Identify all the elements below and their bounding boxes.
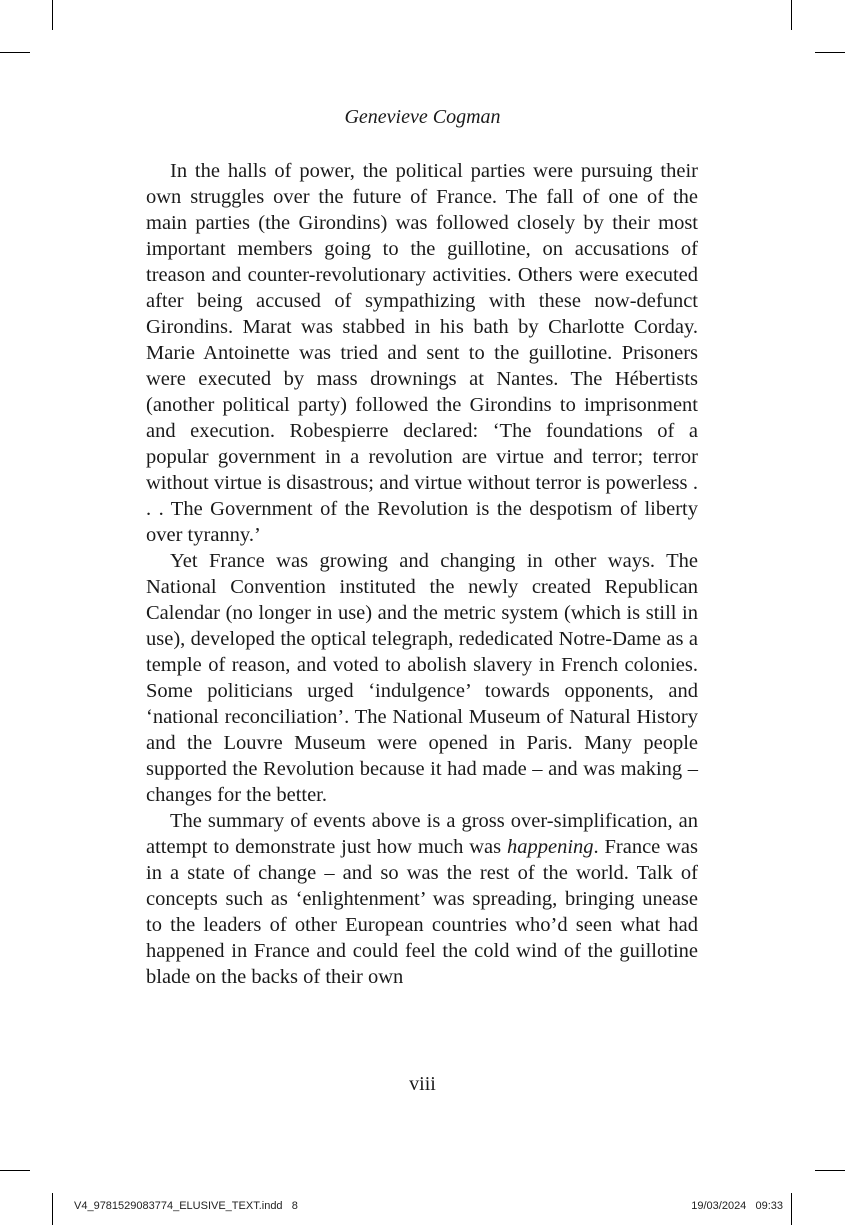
paragraph-2-text: Yet France was growing and changing in other ways. The National Convention instituted the newly created Republican Calendar (no longer in use) and the metric system (which is still in use), developed the optical telegraph, rededicated Notre-Dame as a temple of reason, and voted to abolish slavery in French colonies. Some politicians urged ‘indulgence’ towards opponents, and ‘national reconciliation’. The National Museum of Natural History and the Louvre Museum were opened in Paris. Many people supported the Revolution because it had made – and was making – changes for the better. [146, 550, 698, 806]
crop-mark-right-top [815, 52, 845, 53]
crop-mark-left-bottom [0, 1170, 30, 1171]
crop-mark-left-top [0, 52, 30, 53]
running-head: Genevieve Cogman [344, 106, 501, 128]
crop-mark-top-right [791, 0, 792, 30]
emphasis-happening: happening [506, 836, 594, 858]
crop-mark-top-left [52, 0, 53, 30]
paragraph-1-text: In the halls of power, the political parties were pursuing their own struggles over the future of France. The fall of one of the main parties (the Girondins) was followed closely by their most important members going to the guillotine, on accusations of treason and counter-revolutionary activities. Others were executed after being accused of sympathizing with these now-defunct Girondins. Marat was stabbed in his bath by Charlotte Corday. Marie Antoinette was tried and sent to the guillotine. Prisoners were executed by mass drownings at Nantes. The Hébertists (another political party) followed the Girondins to imprisonment and execution. Robespierre declared: ‘The foundations of a popular government in a revolution are virtue and terror; terror without virtue is disastrous; and virtue without terror is powerless . . . The Government of the Revolution is the despotism of liberty over tyranny.’ [146, 160, 698, 546]
paragraph-3-text-end: . France was in a state of change – and so was the rest of the world. Talk of concepts such as ‘enlightenment’ was spreading, bringing unease to the leaders of other European countries who’d seen what had happened in France and could feel the cold wind of the guillotine blade on the backs of their own [146, 836, 699, 988]
crop-mark-right-bottom [815, 1170, 845, 1171]
paragraph-3-text-start: The summary of events above is a gross over-simplification, an attempt to demonstrate just how much was [146, 810, 698, 858]
page-number: viii [409, 1073, 436, 1095]
slug-filename: V4_9781529083774_ELUSIVE_TEXT.indd 8 [74, 1200, 298, 1212]
paragraph-3 [146, 808, 698, 990]
paragraph-2 [146, 548, 698, 808]
paragraph-1 [146, 158, 698, 548]
crop-mark-bottom-right [791, 1193, 792, 1225]
slug-timestamp: 19/03/2024 09:33 [691, 1200, 783, 1212]
crop-mark-bottom-left [52, 1193, 53, 1225]
body-text [146, 158, 698, 990]
